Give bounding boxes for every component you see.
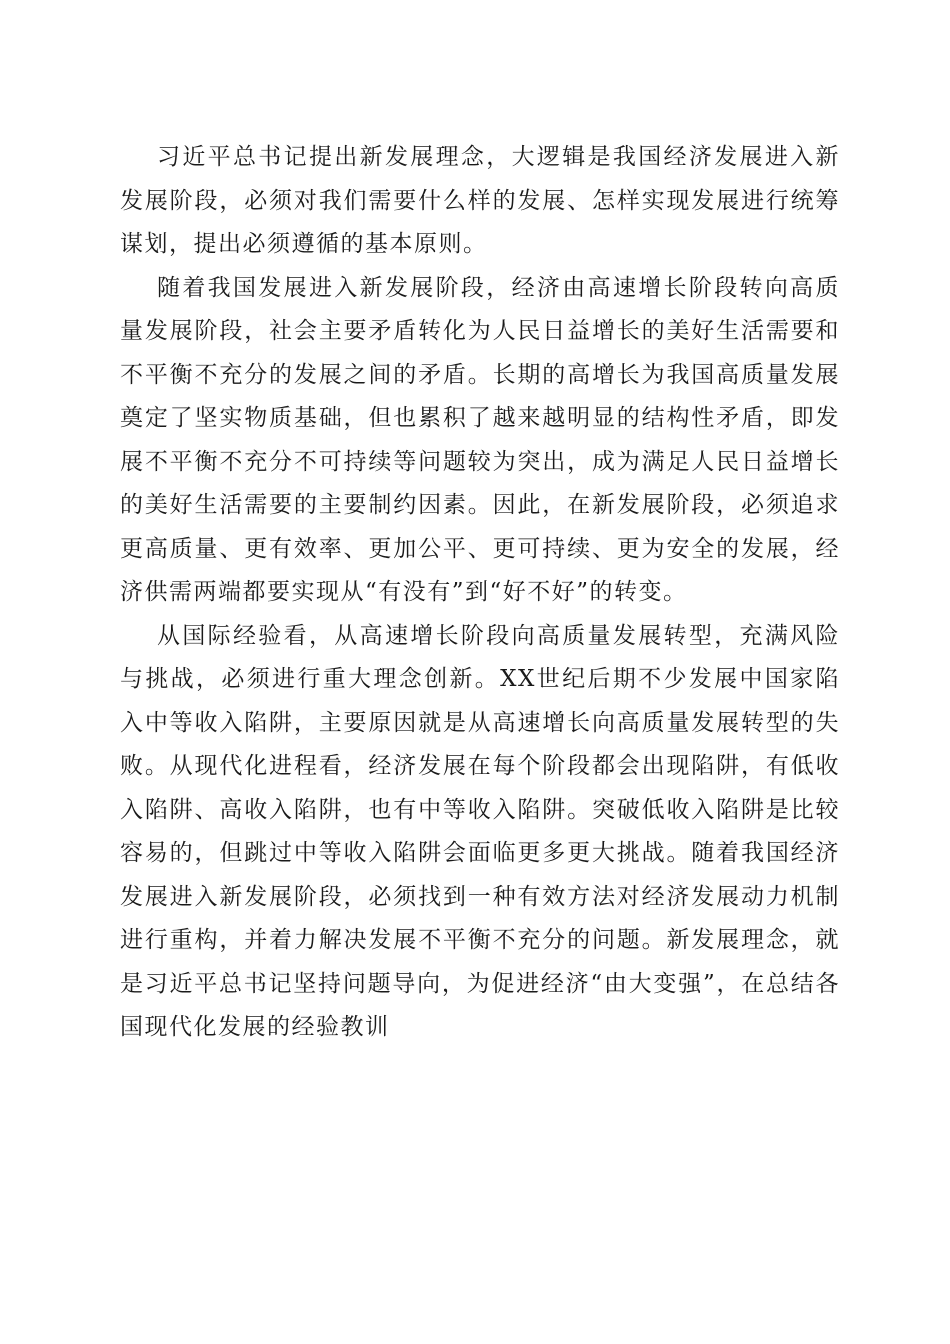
document-body — [120, 136, 840, 1050]
paragraph-2: 随着我国发展进入新发展阶段，经济由高速增长阶段转向高质量发展阶段，社会主要矛盾转化为人民日益增长的美好生活需要和不平衡不充分的发展之间的矛盾。长期的高增长为我国高质量发展奠定了坚实物质基础，但也累积了越来越明显的结构性矛盾，即发展不平衡不充分不可持续等问题较为突出，成为满足人民日益增长的美好生活需要的主要制约因素。因此，在新发展阶段，必须追求更高质量、更有效率、更加公平、更可持续、更为安全的发展，经济供需两端都要实现从“有没有”到“好不好”的转变。 — [120, 274, 840, 605]
paragraph-3: 从国际经验看，从高速增长阶段向高质量发展转型，充满风险与挑战，必须进行重大理念创新。XX世纪后期不少发展中国家陷入中等收入陷阱，主要原因就是从高速增长向高质量发展转型的失败。从现代化进程看，经济发展在每个阶段都会出现陷阱，有低收入陷阱、高收入陷阱，也有中等收入陷阱。突破低收入陷阱是比较容易的，但跳过中等收入陷阱会面临更多更大挑战。随着我国经济发展进入新发展阶段，必须找到一种有效方法对经济发展动力机制进行重构，并着力解决发展不平衡不充分的问题。新发展理念，就是习近平总书记坚持问题导向，为促进经济“由大变强”，在总结各国现代化发展的经验教训 — [120, 622, 840, 1040]
paragraph-1: 习近平总书记提出新发展理念，大逻辑是我国经济发展进入新发展阶段，必须对我们需要什么样的发展、怎样实现发展进行统筹谋划，提出必须遵循的基本原则。 — [120, 144, 840, 257]
